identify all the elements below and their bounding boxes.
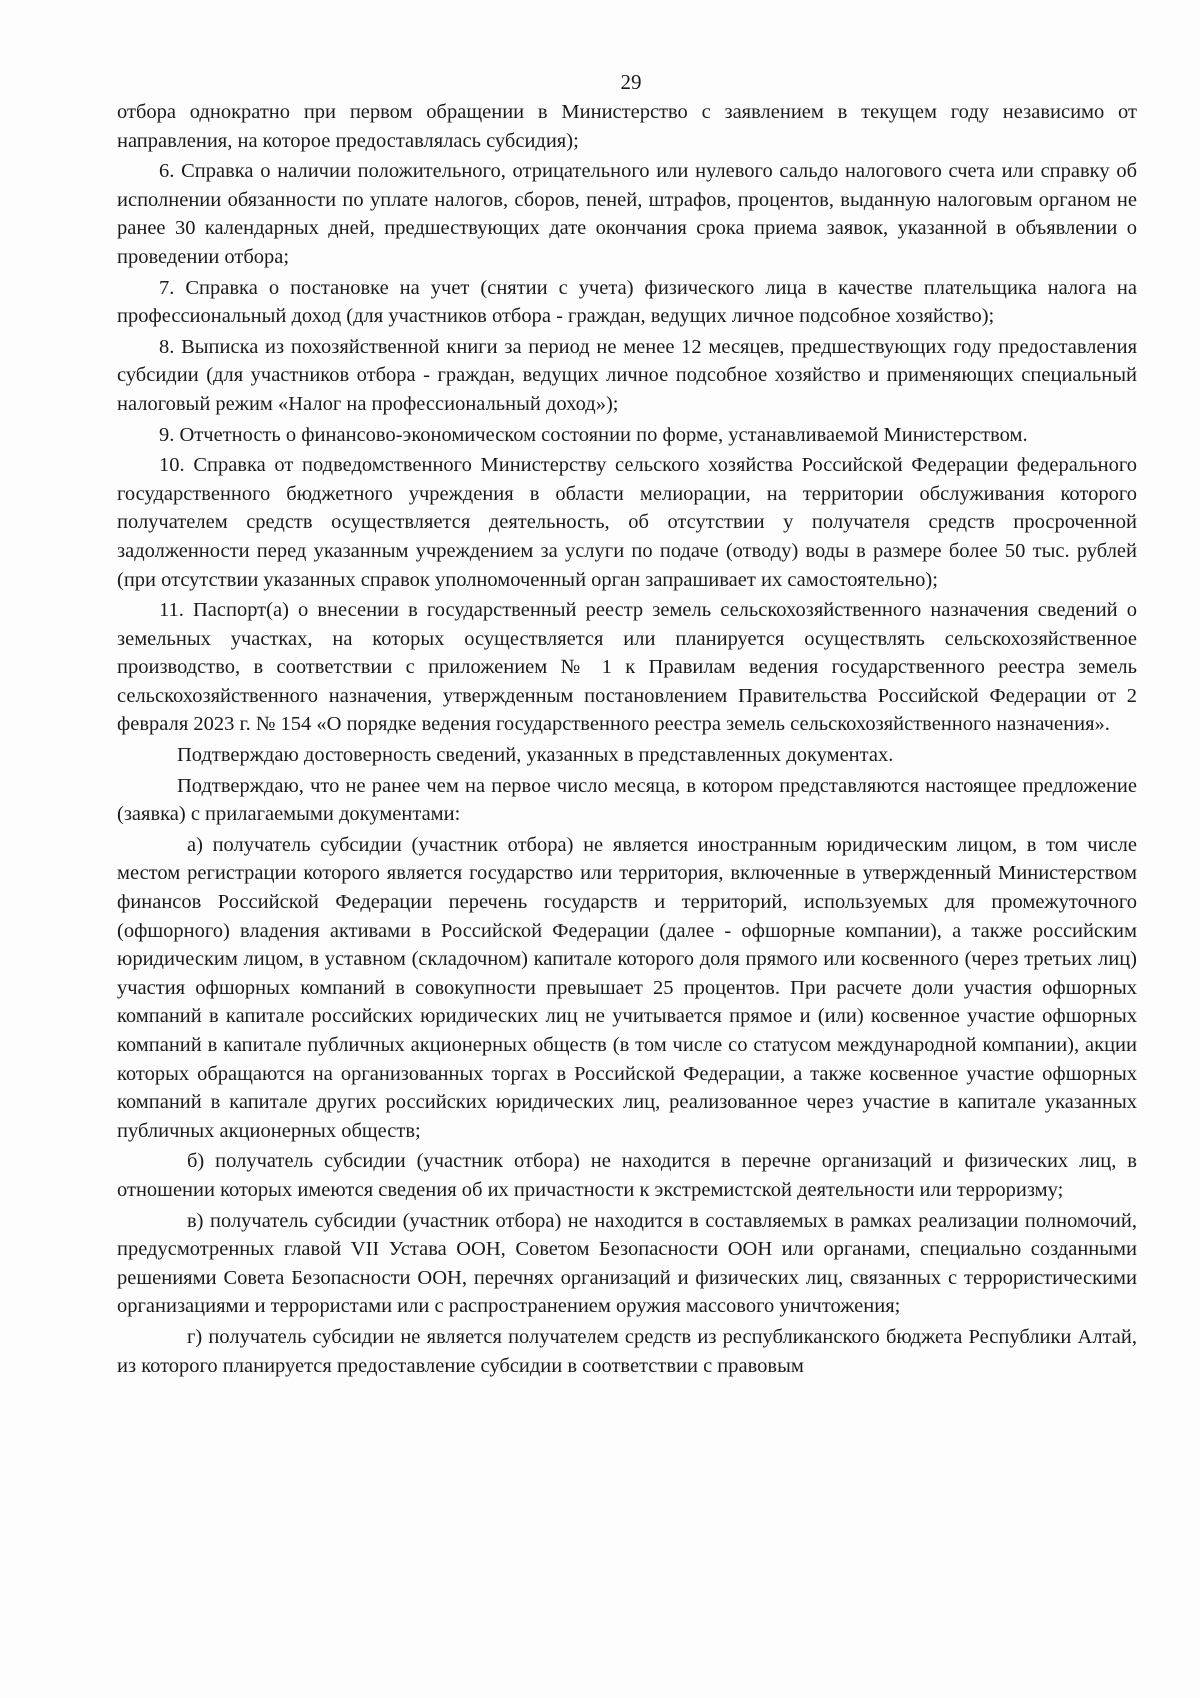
paragraph-item-7: 7. Справка о постановке на учет (снятии с учета) физического лица в качестве плательщика налога на профессиональный доход (для участников отбора - граждан, ведущих личное подсобное хозяйство); bbox=[117, 276, 1137, 328]
paragraph-item-10: 10. Справка от подведомственного Министерству сельского хозяйства Российской Федерации федерального государственного бюджетного учреждения в области мелиорации, на территории обслуживания которого получателем средств осуществляется деятельность, об отсутствии у получателя средств просроченной задолженности перед указанным учреждением за услуги по подаче (отводу) воды в размере более 50 тыс. рублей (при отсутствии указанных справок уполномоченный орган запрашивает их самостоятельно); bbox=[117, 454, 1137, 591]
paragraph-confirmation-2: Подтверждаю, что не ранее чем на первое число месяца, в котором представляются настоящее предложение (заявка) с прилагаемыми документами: bbox=[117, 774, 1137, 826]
paragraph-item-8: 8. Выписка из похозяйственной книги за период не менее 12 месяцев, предшествующих году предоставления субсидии (для участников отбора - граждан, ведущих личное подсобное хозяйство и применяющих специальный налоговый режим «Налог на профессиональный доход»); bbox=[117, 335, 1137, 415]
page-number: 29 bbox=[620, 70, 642, 94]
paragraph-continuation: отбора однократно при первом обращении в Министерство с заявлением в текущем году независимо от направления, на которое предоставлялась субсидия); bbox=[117, 101, 1137, 152]
paragraph-item-9: 9. Отчетность о финансово-экономическом состоянии по форме, устанавливаемой Министерством. bbox=[159, 423, 1028, 446]
paragraph-subitem-g: г) получатель субсидии не является получателем средств из республиканского бюджета Республики Алтай, из которого планируется предоставление субсидии в соответствии с правовым bbox=[117, 1325, 1137, 1377]
paragraph-subitem-v: в) получатель субсидии (участник отбора) не находится в составляемых в рамках реализации полномочий, предусмотренных главой VII Устава ООН, Советом Безопасности ООН или органами, специально созданными решениями Совета Безопасности ООН, перечнях организаций и физических лиц, связанных с террористическими организациями и террористами или с распространением оружия массового уничтожения; bbox=[117, 1209, 1137, 1318]
paragraph-item-6: 6. Справка о наличии положительного, отрицательного или нулевого сальдо налогового счета или справку об исполнении обязанности по уплате налогов, сборов, пеней, штрафов, процентов, выданную налоговым органом не ранее 30 календарных дней, предшествующих дате окончания срока приема заявок, указанной в объявлении о проведении отбора; bbox=[117, 160, 1137, 268]
document-body bbox=[117, 98, 1137, 1382]
paragraph-subitem-a: а) получатель субсидии (участник отбора) не является иностранным юридическим лицом, в том числе местом регистрации которого является государство или территория, включенные в утвержденный Министерством финансов Российской Федерации перечень государств и территорий, используемых для промежуточного (офшорного) владения активами в Российской Федерации (далее - офшорные компании), а также российским юридическим лицом, в уставном (складочном) капитале которого доля прямого или косвенного (через третьих лиц) участия офшорных компаний в совокупности превышает 25 процентов. При расчете доли участия офшорных компаний в капитале российских юридических лиц не учитывается прямое и (или) косвенное участие офшорных компаний в капитале публичных акционерных обществ (в том числе со статусом международной компании), акции которых обращаются на организованных торгах в Российской Федерации, а также косвенное участие офшорных компаний в капитале других российских юридических лиц, реализованное через участие в капитале указанных публичных акционерных обществ; bbox=[117, 833, 1137, 1142]
paragraph-confirmation-1: Подтверждаю достоверность сведений, указанных в представленных документах. bbox=[177, 744, 894, 767]
paragraph-subitem-b: б) получатель субсидии (участник отбора) не находится в перечне организаций и физических лиц, в отношении которых имеются сведения об их причастности к экстремистской деятельности или терроризму; bbox=[117, 1150, 1137, 1201]
paragraph-item-11: 11. Паспорт(а) о внесении в государственный реестр земель сельскохозяйственного назначения сведений о земельных участках, на которых осуществляется или планируется осуществлять сельскохозяйственное производство, в соответствии с приложением № 1 к Правилам ведения государственного реестра земель сельскохозяйственного назначения, утвержденным постановлением Правительства Российской Федерации от 2 февраля 2023 г. № 154 «О порядке ведения государственного реестра земель сельскохозяйственного назначения». bbox=[117, 599, 1137, 736]
